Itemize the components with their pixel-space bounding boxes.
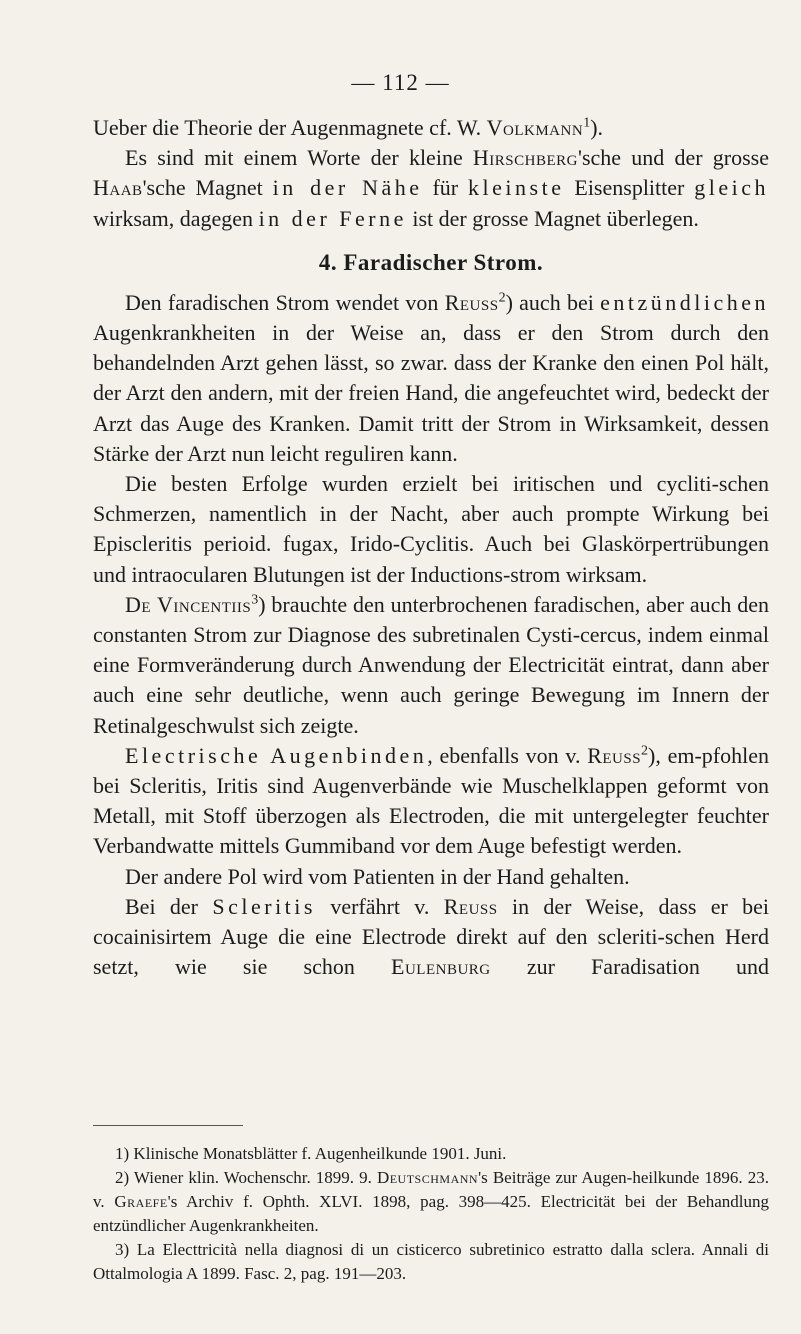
footnote-2: 2) Wiener klin. Wochenschr. 1899. 9. Deutschmann's Beiträge zur Augen-heilkunde 1896. 23. v. Graefe's Archiv f. Ophth. XLVI. 1898, pag. 398—425. Electricität bei der Behandlung entzündlicher Augenkrankheiten. (93, 1168, 770, 1235)
paragraph-8: Bei der Scleritis verfährt v. Reuss in der Weise, dass er bei cocainisirtem Auge die eine Electrode direkt auf den scleriti-schen Herd setzt, wie sie schon Eulenburg zur Faradisation und (93, 893, 770, 980)
paragraph-5: De Vincentiis$^3$) brauchte den unterbrochenen faradischen, aber auch den constanten Strom zur Diagnose des subretinalen Cysti-cercus, indem einmal eine Formveränderung durch Anwendung der Electricität eintrat, dann aber auch eine sehr deutliche, wenn auch geringe Bewegung im Innern der Retinalgeschwulst sich zeigte. (93, 591, 769, 738)
footnote-ref: 3 (251, 592, 259, 608)
author-name: Volkmann (486, 115, 584, 140)
paragraph-6: Electrische Augenbinden, ebenfalls von v. Reuss$^2$), em-pfohlen bei Scleritis, Iritis sind Augenverbände wie Muschelklappen geformt von Metall, mit Stoff überzogen als Electroden, die mit untergelegter feuchter Verbandwatte mittels Gummiband vor dem Auge befestigt werden. (93, 742, 770, 859)
footnote-ref: 1 (583, 115, 591, 131)
body-text (93, 113, 769, 982)
emphasis: entzündlichen (600, 289, 770, 315)
author-name: Hirschberg (472, 145, 578, 171)
emphasis: in der Nähe (272, 175, 423, 201)
author-name: Reuss (587, 742, 642, 768)
footnote-ref: 2 (641, 743, 649, 759)
section-heading: 4. Faradischer Strom. (318, 249, 544, 275)
author-name: Eulenburg (391, 954, 491, 980)
author-name: De Vincentiis (125, 591, 252, 617)
paragraph-4: Die besten Erfolge wurden erzielt bei iritischen und cycliti-schen Schmerzen, namentlich in der Nacht, aber auch prompte Wirkung bei Episcleritis perioid. fugax, Irido-Cyclitis. Auch bei Glaskörpertrübungen und intraocularen Blutungen ist der Inductions-strom wirksam. (93, 471, 769, 587)
footnotes (93, 1142, 769, 1286)
author-name: Graefe (114, 1192, 168, 1211)
footnote-3: 3) La Electtricità nella diagnosi di un cisticerco subretinico estratto dalla sclera. Annali di Ottalmologia A 1899. Fasc. 2, pag. 191—203. (93, 1240, 769, 1283)
emphasis: Scleritis (212, 893, 316, 919)
paragraph-2: Es sind mit einem Worte der kleine Hirschberg'sche und der grosse Haab'sche Magnet in der Nähe für kleinste Eisensplitter gleich wirksam, dagegen in der Ferne ist der grosse Magnet überlegen. (93, 145, 770, 231)
page-number: — 112 — (351, 70, 450, 95)
emphasis: kleinste (468, 175, 565, 201)
author-name: Deutschmann (376, 1168, 479, 1187)
paragraph-1: Ueber die Theorie der Augenmagnete cf. W. Volkmann$^1$). (93, 115, 604, 140)
footnote-ref: 2 (498, 290, 506, 306)
emphasis: in der Ferne (258, 205, 407, 231)
footnote-1: 1) Klinische Monatsblätter f. Augenheilkunde 1901. Juni. (115, 1144, 507, 1163)
author-name: Reuss (444, 289, 499, 315)
paragraph-7: Der andere Pol wird vom Patienten in der Hand gehalten. (125, 863, 630, 889)
footnote-divider (93, 1125, 243, 1126)
paragraph-3: Den faradischen Strom wendet von Reuss$^2$) auch bei entzündlichen Augenkrankheiten in der Weise an, dass er den Strom durch den behandelnden Arzt gehen lässt, so zwar. dass der Kranke den einen Pol hält, der Arzt den andern, mit der freien Hand, die angefeuchtet wird, bedeckt der Arzt das Auge des Kranken. Damit tritt der Strom in Wirksamkeit, dessen Stärke der Arzt nun leicht reguliren kann. (93, 289, 770, 466)
emphasis: gleich (694, 175, 770, 201)
author-name: Reuss (443, 893, 498, 919)
emphasis: Electrische Augenbinden (125, 742, 428, 768)
author-name: Haab (93, 175, 143, 201)
